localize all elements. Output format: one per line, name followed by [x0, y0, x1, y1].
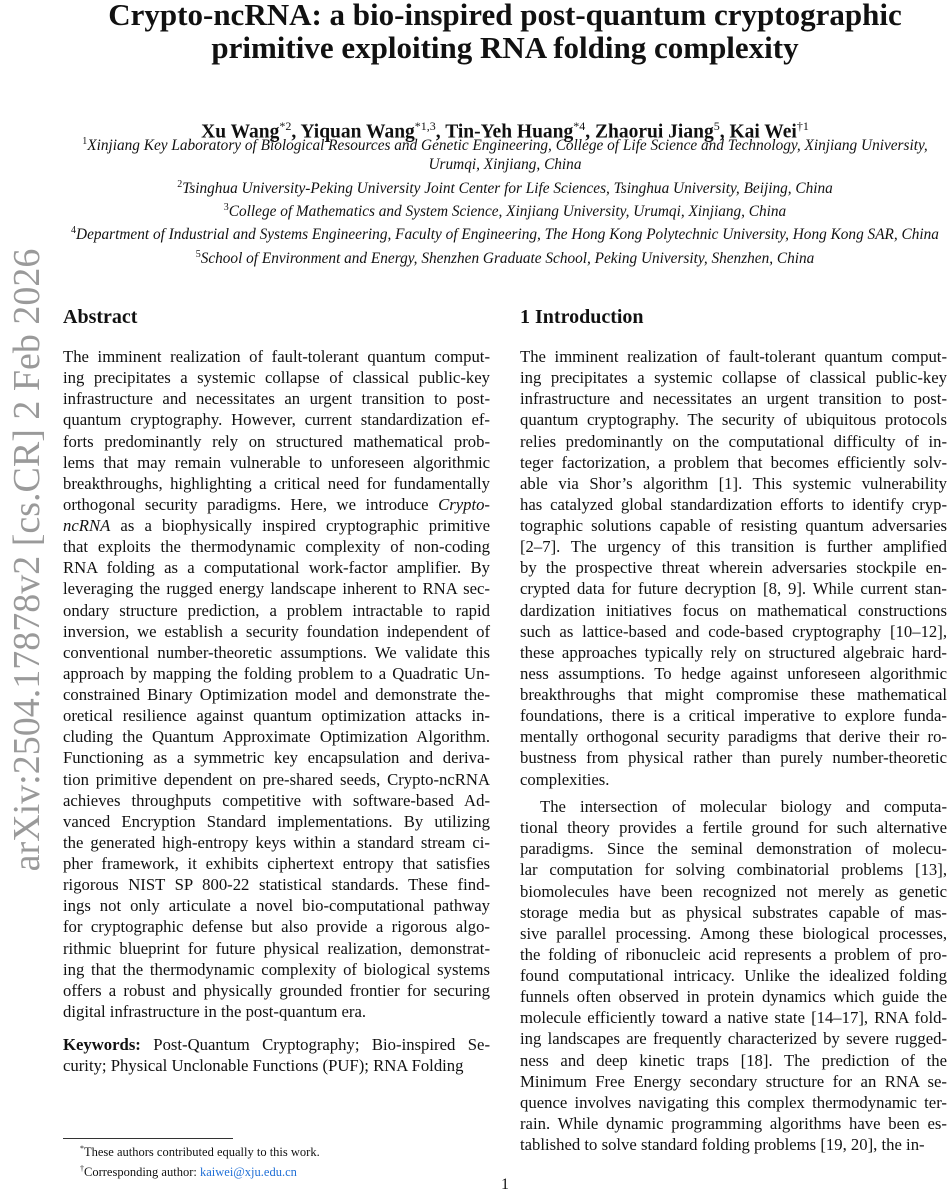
text-line: the folding of ribonucleic acid represents a problem of pro-: [520, 944, 947, 964]
footnote-mark: †: [80, 1164, 84, 1173]
text-line: constrained Binary Optimization model and demonstrate the-: [63, 685, 490, 704]
affiliation-number: 5: [195, 248, 201, 260]
text-line: oretical resilience against quantum optimization attacks in-: [63, 706, 490, 726]
text-line: breakthroughs that might compromise these mathematical: [520, 685, 947, 704]
text-line: teger factorization, a problem that becomes efficiently solv-: [520, 452, 947, 472]
introduction-paragraph-2: [520, 796, 947, 1155]
author-list: Xu Wang$^{*2}$, Yiquan Wang$^{*1,3}$, Tin-Yeh Huang$^{*4}$, Zhaorui Jiang$^5$, Kai Wei$^{\dagger 1}$: [201, 119, 809, 143]
introduction-heading: 1 Introduction: [520, 306, 644, 328]
paper-title: [0, 0, 947, 64]
text-line: leveraging the rugged energy landscape inherent to RNA sec-: [63, 579, 490, 599]
text-line: sive parallel processing. Among these biological processes,: [520, 923, 947, 943]
text-line: by the prospective threat wherein adversaries stockpile en-: [520, 558, 947, 578]
text-line: ing landscapes are frequently characterized by severe rugged-: [520, 1029, 947, 1049]
author-name: Xu Wang: [201, 121, 280, 143]
text-line: pher framework, it exhibits ciphertext entropy that satisfies: [63, 854, 490, 873]
text-segment: Crypto-: [438, 494, 490, 514]
text-line: Minimum Free Energy secondary structure for an RNA se-: [520, 1071, 947, 1091]
text-line: quantum cryptography. The security of ubiquitous protocols: [520, 410, 947, 430]
footnote-equal-contribution: [80, 1144, 320, 1160]
text-line: tablished to solve standard folding problems [19, 20], the in-: [520, 1135, 925, 1154]
text-line: ness and deep kinetic traps [18]. The prediction of the: [520, 1050, 947, 1070]
text-line: bustness from physical rather than purely number-theoretic: [520, 748, 947, 768]
footnote-text: These authors contributed equally to this work.: [84, 1145, 320, 1160]
text-line: RNA folding as a computational work-factor amplifier. By: [63, 558, 490, 578]
text-line: rigorous NIST SP 800-22 statistical standards. These find-: [63, 875, 490, 895]
affiliation-text: Department of Industrial and Systems Engineering, Faculty of Engineering, The Hong Kong Polytechnic University, Hong Kong SAR, China: [76, 226, 939, 244]
text-line: infrastructure and necessitates an urgent transition to post-: [520, 389, 947, 409]
text-line: found computational intricacy. Unlike the idealized folding: [520, 966, 947, 985]
text-line: quantum cryptography. However, current standardization ef-: [63, 410, 490, 430]
text-line: [63, 515, 490, 536]
affiliation-number: 1: [82, 136, 88, 147]
text-line: relies predominantly on the computational difficulty of in-: [520, 431, 947, 451]
text-line: able via Shor’s algorithm [1]. This systemic vulnerability: [520, 473, 947, 493]
arxiv-identifier-stamp: arXiv:2504.17878v2 [cs.CR] 2 Feb 2026: [6, 248, 48, 872]
affiliation: [63, 221, 947, 244]
author-name: Kai Wei: [729, 121, 797, 143]
introduction-paragraph-1: [520, 346, 947, 790]
author-affiliation-mark: *2: [279, 119, 292, 133]
affiliation: [63, 132, 947, 175]
text-line: tion primitive dependent on pre-shared seeds, Crypto-ncRNA: [63, 769, 490, 789]
author-affiliation-mark: 5: [713, 119, 720, 133]
footnote-mark: *: [80, 1144, 84, 1153]
author-affiliation-mark: *4: [573, 119, 586, 133]
text-line: mentally orthogonal security paradigms that derive their ro-: [520, 727, 947, 747]
text-line: ings not only articulate a novel bio-computational pathway: [63, 896, 490, 916]
text-line: tographic solutions capable of resisting quantum adversaries: [520, 516, 947, 535]
text-line: cluding the Quantum Approximate Optimization Algorithm.: [63, 727, 490, 747]
text-line: foundations, there is a critical imperative to explore funda-: [520, 706, 947, 726]
text-line: ondary structure prediction, a problem intractable to rapid: [63, 600, 490, 620]
text-line: these approaches typically rely on structured algebraic hard-: [520, 642, 947, 662]
affiliation-number: 4: [71, 225, 77, 237]
footnote-text: Corresponding author:: [84, 1165, 200, 1180]
text-line: tional theory provides a fertile ground for such alternative: [520, 818, 947, 838]
footnote-rule: [63, 1138, 233, 1139]
text-line: forts predominantly rely on structured mathematical prob-: [63, 431, 490, 451]
text-line: achieves throughputs competitive with software-based Ad-: [63, 790, 490, 810]
text-line: [2–7]. The urgency of this transition is further amplified: [520, 537, 947, 557]
text-line: crypted data for future decryption [8, 9]. While current stan-: [520, 579, 947, 599]
affiliation: [63, 175, 947, 198]
text-line: [63, 494, 490, 515]
text-line: that exploits the thermodynamic complexity of non-coding: [63, 537, 490, 557]
text-line: offers a robust and physically grounded frontier for securing: [63, 980, 490, 1000]
author-affiliation-mark: *1,3: [414, 119, 436, 133]
text-segment: ncRNA: [63, 516, 111, 535]
abstract-heading: Abstract: [63, 306, 138, 328]
text-line: such as lattice-based and code-based cryptography [10–12],: [520, 621, 947, 641]
text-line: the generated high-entropy keys within a standard stream ci-: [63, 832, 490, 852]
affiliation: [63, 198, 947, 221]
page-number: 1: [501, 1176, 509, 1193]
affiliations: [63, 132, 947, 268]
title-line: Crypto-ncRNA: a bio-inspired post-quantum cryptographic: [108, 0, 902, 32]
text-line: quence involves navigating this complex thermodynamic ter-: [520, 1092, 947, 1112]
text-line: approach by mapping the folding problem to a Quadratic Un-: [63, 663, 490, 683]
text-line: ness assumptions. To hedge against unforeseen algorithmic: [520, 663, 947, 683]
text-segment: as a biophysically inspired cryptographic primitive: [110, 516, 490, 535]
text-line: The intersection of molecular biology and computa-: [540, 797, 947, 816]
text-line: conventional number-theoretic assumptions. We validate this: [63, 642, 490, 662]
text-segment: orthogonal security paradigms. Here, we introduce: [63, 494, 439, 514]
text-line: vanced Encryption Standard implementations. By utilizing: [63, 811, 490, 831]
text-line: lar computation for solving combinatorial problems [13],: [520, 860, 947, 880]
affiliation-text: Tsinghua University-Peking University Joint Center for Life Sciences, Tsinghua University, Beijing, China: [182, 179, 833, 197]
affiliation-text: Xinjiang Key Laboratory of Biological Resources and Genetic Engineering, College of Life Science and Technology, Xinjiang University, Urumqi, Xinjiang, China: [87, 137, 928, 174]
author-name: Zhaorui Jiang: [595, 121, 714, 143]
text-line: infrastructure and necessitates an urgent transition to post-: [63, 389, 490, 409]
keywords-label: Keywords:: [63, 1035, 141, 1054]
text-line: storage media but as physical substrates capable of mas-: [520, 902, 947, 922]
abstract-body: [63, 346, 490, 1022]
text-line: dardization initiatives focus on mathematical constructions: [520, 600, 947, 620]
text-line: The imminent realization of fault-tolerant quantum comput-: [520, 347, 947, 366]
affiliation-number: 3: [223, 202, 229, 214]
affiliation: [63, 245, 947, 268]
text-line: The imminent realization of fault-tolerant quantum comput-: [63, 347, 490, 366]
text-line: ing precipitates a systemic collapse of classical public-key: [63, 368, 490, 388]
text-line: rithmic blueprint for future physical realization, demonstrat-: [63, 938, 490, 958]
title-line: primitive exploiting RNA folding complexity: [211, 30, 799, 65]
author-name: Yiquan Wang: [300, 121, 415, 143]
text-line: has catalyzed global standardization efforts to identify cryp-: [520, 494, 947, 514]
keywords: [63, 1034, 490, 1076]
affiliation-text: School of Environment and Energy, Shenzhen Graduate School, Peking University, Shenzhen, China: [200, 249, 815, 267]
text-line: ing precipitates a systemic collapse of classical public-key: [520, 368, 947, 388]
text-line: biomolecules have been recognized not merely as genetic: [520, 881, 947, 901]
text-line: inversion, we establish a security foundation independent of: [63, 621, 490, 641]
email-link[interactable]: kaiwei@xju.edu.cn: [199, 1165, 297, 1180]
text-line: Functioning as a symmetric key encapsulation and deriva-: [63, 748, 490, 768]
keywords-text: curity; Physical Unclonable Functions (PUF); RNA Folding: [63, 1056, 464, 1076]
author-affiliation-mark: †1: [796, 119, 809, 133]
author-name: Tin-Yeh Huang: [445, 121, 574, 143]
text-line: digital infrastructure in the post-quantum era.: [63, 1001, 367, 1021]
text-line: lems that may remain vulnerable to unforeseen algorithmic: [63, 452, 490, 472]
keywords-text: Post-Quantum Cryptography; Bio-inspired Se-: [140, 1035, 490, 1054]
text-line: paradigms. Since the seminal demonstration of molecu-: [520, 839, 947, 859]
affiliation-text: College of Mathematics and System Science, Xinjiang University, Urumqi, Xinjiang, China: [228, 203, 787, 221]
affiliation-number: 2: [177, 178, 183, 190]
text-line: rain. While dynamic programming algorithms have been es-: [520, 1113, 947, 1133]
text-line: molecule efficiently toward a native state [14–17], RNA fold-: [520, 1008, 947, 1028]
text-line: funnels often observed in protein dynamics which guide the: [520, 987, 947, 1007]
text-line: for cryptographic defense but also provide a rigorous algo-: [63, 917, 490, 937]
text-line: ing that the thermodynamic complexity of biological systems: [63, 959, 490, 979]
text-line: breakthroughs, highlighting a critical need for fundamentally: [63, 473, 490, 493]
text-line: complexities.: [520, 769, 610, 789]
